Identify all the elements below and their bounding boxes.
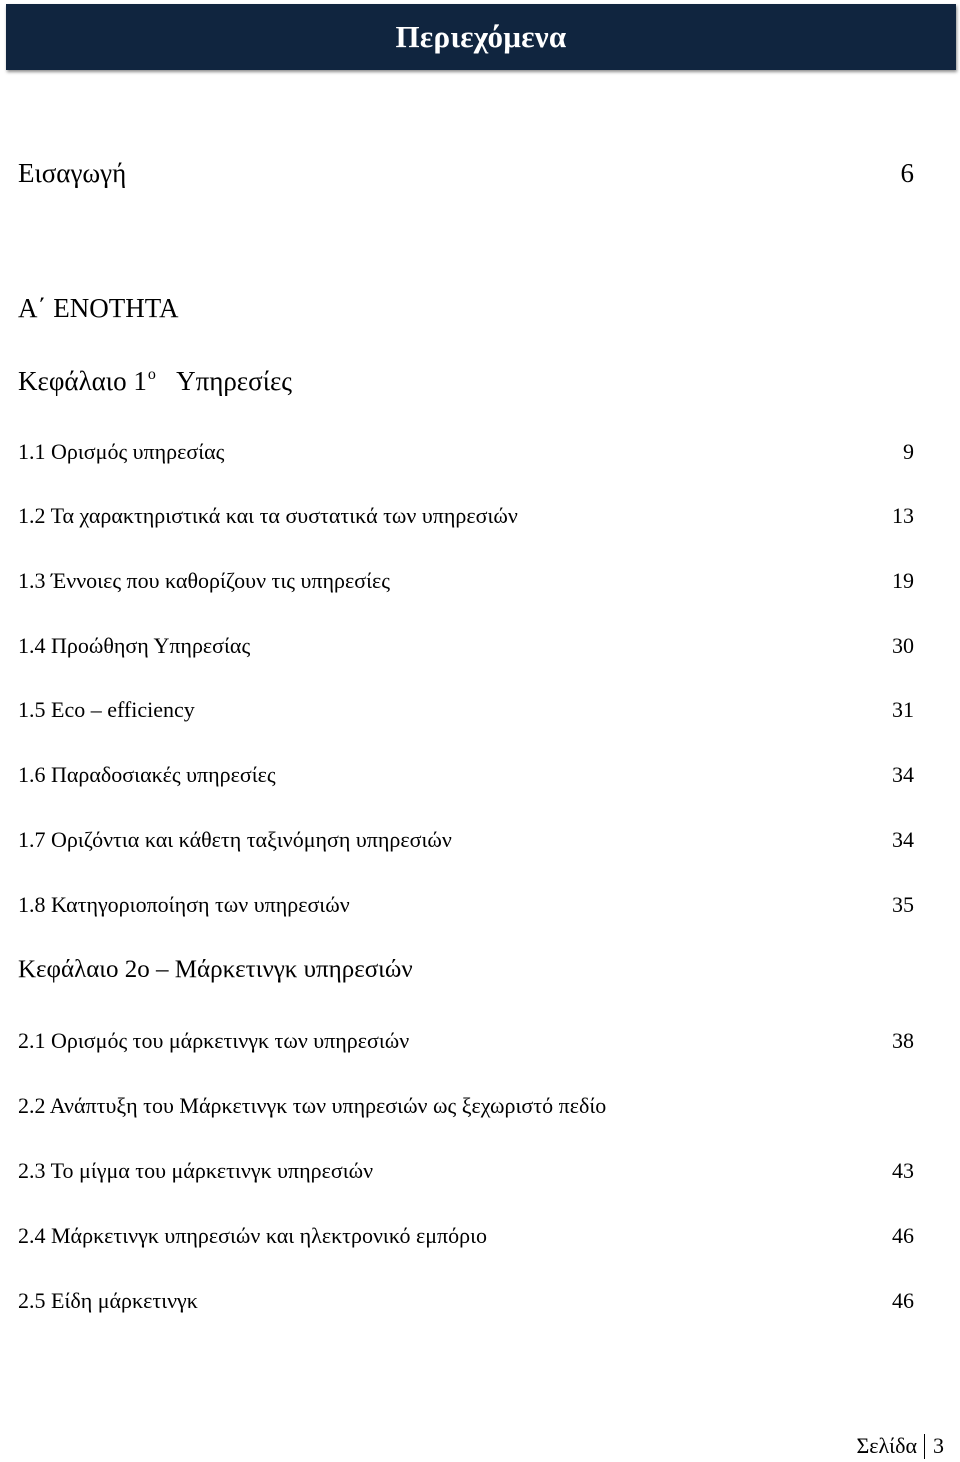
toc-entry-page: 35 <box>892 892 914 917</box>
toc-entry-2-1[interactable] <box>18 1028 914 1054</box>
footer-divider <box>924 1434 925 1459</box>
page-word: Σελίδα <box>856 1433 917 1458</box>
toc-entry-page: 38 <box>892 1028 914 1053</box>
toc-entry-page: 34 <box>892 762 914 787</box>
toc-entry-page: 9 <box>903 439 914 464</box>
toc-entry-2-2[interactable] <box>18 1093 914 1119</box>
toc-entry-label: 1.8 Κατηγοριοποίηση των υπηρεσιών <box>18 892 350 917</box>
toc-entry-1-1[interactable] <box>18 439 914 465</box>
toc-entry-page: 46 <box>892 1288 914 1313</box>
chapter-label: Κεφάλαιο 2ο – Μάρκετινγκ υπηρεσιών <box>18 956 413 983</box>
toc-entry-label: 1.2 Τα χαρακτηριστικά και τα συστατικά των υπηρεσιών <box>18 503 518 528</box>
toc-entry-label: 1.3 Έννοιες που καθορίζουν τις υπηρεσίες <box>18 568 390 593</box>
toc-entry-label: 2.2 Ανάπτυξη του Μάρκετινγκ των υπηρεσιών ως ξεχωριστό πεδίο <box>18 1093 607 1118</box>
toc-entry-label: 1.1 Ορισμός υπηρεσίας <box>18 439 225 464</box>
toc-chapter-2-heading[interactable] <box>18 956 914 984</box>
toc-entry-1-6[interactable] <box>18 762 914 788</box>
section-label: Α΄ ΕΝΟΤΗΤΑ <box>18 293 179 323</box>
toc-section-heading <box>18 293 914 324</box>
toc-entry-label: 2.4 Μάρκετινγκ υπηρεσιών και ηλεκτρονικό εμπόριο <box>18 1223 487 1248</box>
toc-entry-page: 19 <box>892 568 914 593</box>
toc-entry-label: Εισαγωγή <box>18 158 127 188</box>
toc-entry-label: 1.4 Προώθηση Υπηρεσίας <box>18 633 251 658</box>
toc-entry-label: 1.5 Eco – efficiency <box>18 697 195 722</box>
chapter-label-prefix: Κεφάλαιο 1 <box>18 366 147 396</box>
toc-entry-page: 6 <box>900 158 914 188</box>
toc-entry-page: 43 <box>892 1158 914 1183</box>
toc-entry-1-7[interactable] <box>18 827 914 853</box>
toc-chapter-1-heading[interactable] <box>18 366 914 397</box>
toc-entry-1-3[interactable] <box>18 568 914 594</box>
toc-entry-label: 1.7 Οριζόντια και κάθετη ταξινόμηση υπηρεσιών <box>18 827 452 852</box>
toc-entry-2-4[interactable] <box>18 1223 914 1249</box>
toc-entry-page: 46 <box>892 1223 914 1248</box>
toc-entry-label: 2.5 Είδη μάρκετινγκ <box>18 1288 198 1313</box>
chapter-ordinal: ο <box>147 366 156 383</box>
toc-entry-1-5[interactable] <box>18 697 914 723</box>
toc-entry-page: 13 <box>892 503 914 528</box>
toc-entry-2-3[interactable] <box>18 1158 914 1184</box>
toc-entry-label: 1.6 Παραδοσιακές υπηρεσίες <box>18 762 276 787</box>
toc-entry-page: 34 <box>892 827 914 852</box>
chapter-label-suffix: Υπηρεσίες <box>176 366 292 396</box>
toc-entry-1-4[interactable] <box>18 633 914 659</box>
toc-entry-1-8[interactable] <box>18 892 914 918</box>
page-number: 3 <box>933 1433 944 1458</box>
page-footer <box>856 1433 944 1459</box>
toc-entry-1-2[interactable] <box>18 503 914 529</box>
toc-entry-2-5[interactable] <box>18 1288 914 1314</box>
toc-entry-label: 2.3 Το μίγμα του μάρκετινγκ υπηρεσιών <box>18 1158 374 1183</box>
toc-entry-label: 2.1 Ορισμός του μάρκετινγκ των υπηρεσιών <box>18 1028 410 1053</box>
chapter-label <box>18 366 292 397</box>
page-title: Περιεχόμενα <box>395 19 567 54</box>
toc-entry-page: 30 <box>892 633 914 658</box>
toc-entry-intro[interactable] <box>18 158 914 189</box>
header-bar <box>6 4 956 70</box>
toc-entry-page: 31 <box>892 697 914 722</box>
